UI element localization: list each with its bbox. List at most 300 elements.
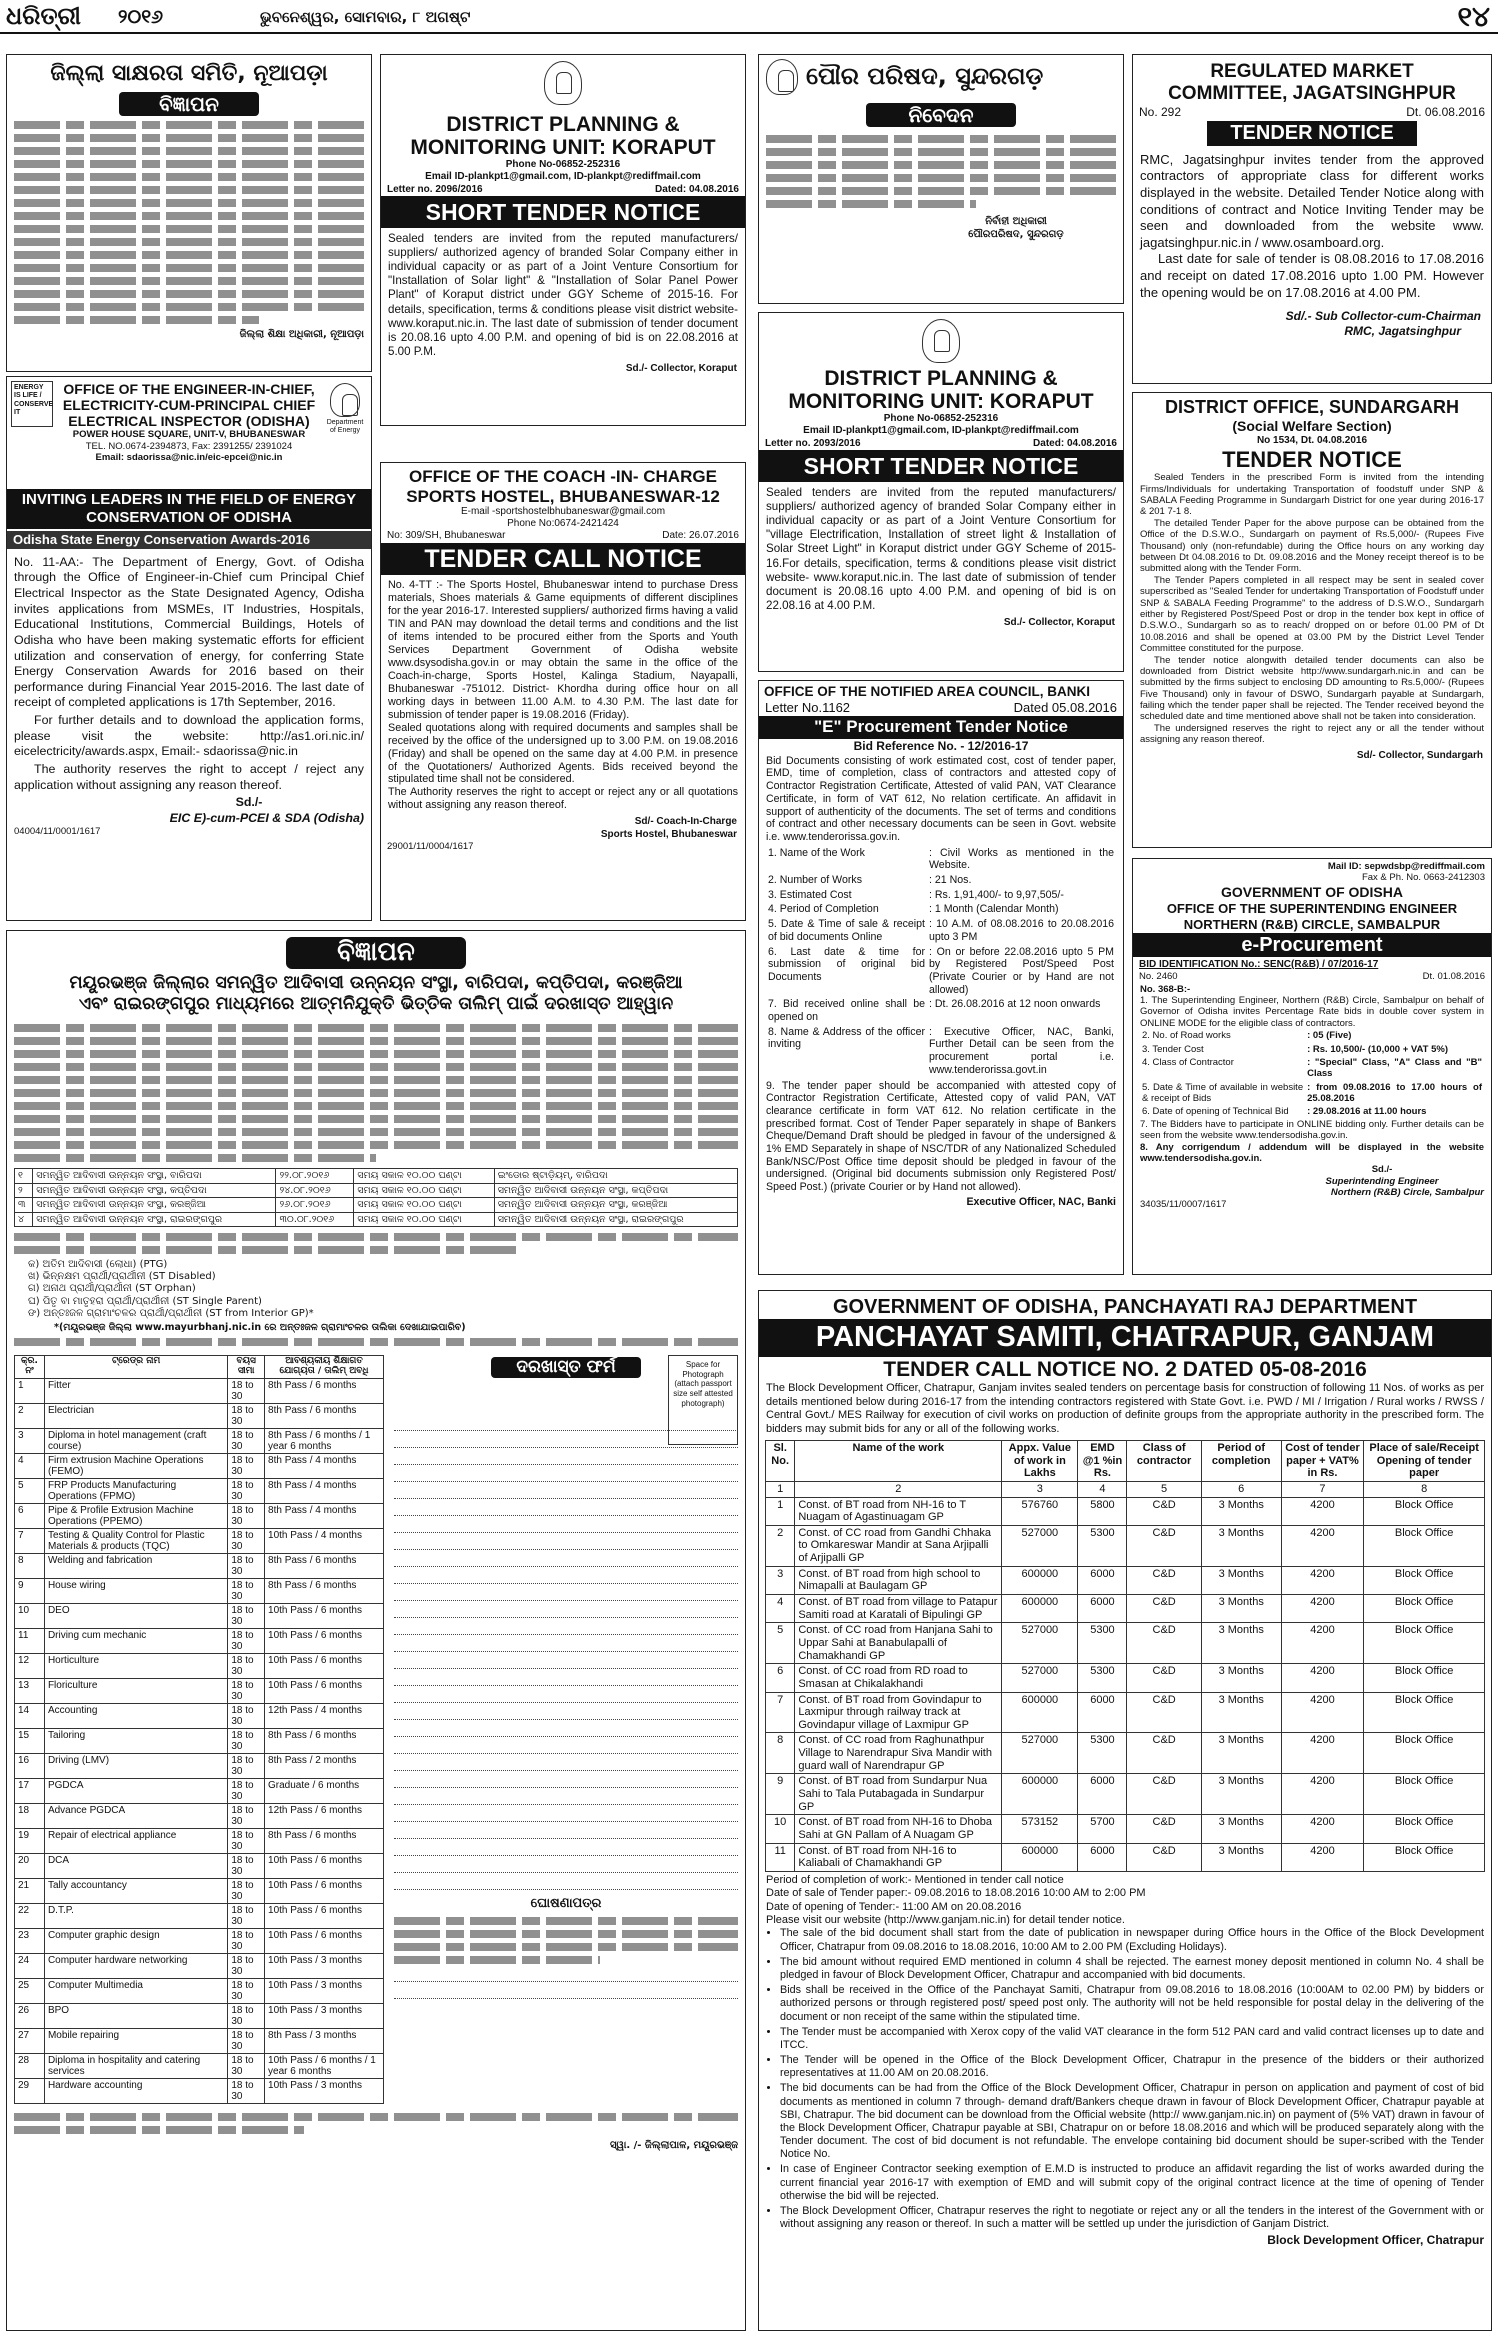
trade-qualification: 8th Pass / 6 months [265,1729,384,1754]
work-name: Const. of BT road from NH-16 to Kaliabali of Chamakhandi GP [795,1843,1002,1871]
trade-name: PGDCA [44,1779,227,1804]
trade-row [15,1879,384,1904]
literacy-sign: ଜିଲ୍ଲା ଶିକ୍ଷା ଅଧିକାରୀ, ନୂଆପଡ଼ା [239,329,364,341]
trade-age: 18 to 30 [228,1879,265,1904]
sundargarh-office: DISTRICT OFFICE, SUNDARGARH [1165,397,1459,417]
banki-detail-value: : 1 Month (Calendar Month) [929,903,1059,916]
sambalpur-bid: BID IDENTIFICATION No.: SENC(R&B) / 07/2016-17 [1139,958,1379,970]
trade-qualification: 12th Pass / 6 months [265,1804,384,1829]
works-header-cell: Class of contractor [1127,1441,1201,1482]
sambalpur-dt: Dt. 01.08.2016 [1422,971,1485,983]
trade-sl: 2 [15,1404,45,1429]
trade-age: 18 to 30 [228,1454,265,1479]
trade-name: DEO [44,1604,227,1629]
itda-date: ୨୬.୦୮.୨୦୧୬ [276,1198,354,1212]
banki-detail-row [766,846,1116,873]
work-emd: 5800 [1078,1497,1127,1525]
work-place: Block Office [1364,1623,1485,1664]
work-sl: 5 [766,1623,795,1664]
itda-agency: ସମନ୍ୱିତ ଆଦିବାସୀ ଉନ୍ନୟନ ସଂସ୍ଥା, କରଞ୍ଜିଆ [33,1198,276,1212]
trade-qualification: 10th Pass / 4 months [265,1529,384,1554]
trade-sl: 27 [15,2029,45,2054]
itda-venue: ସମନ୍ୱିତ ଆଦିବାସୀ ଉନ୍ନୟନ ସଂସ୍ଥା, କପ୍ତିପଦା [494,1183,737,1197]
sundargarh-municipality-ad [758,54,1124,304]
trade-sl: 11 [15,1629,45,1654]
trade-qualification: 10th Pass / 6 months [265,1879,384,1904]
works-header-cell: Period of completion [1201,1441,1281,1482]
work-place: Block Office [1364,1566,1485,1594]
category-item: ଖ) ଭିନ୍ନକ୍ଷମ ପ୍ରାର୍ଥୀ/ପ୍ରାର୍ଥୀନୀ (ST Disabled) [28,1271,216,1283]
banki-letter: Letter No.1162 [765,700,851,716]
itda-row [15,1183,738,1197]
energy-office-1: OFFICE OF THE ENGINEER-IN-CHIEF, [63,381,315,397]
trade-name: Fitter [44,1379,227,1404]
trade-sl: 16 [15,1754,45,1779]
sambalpur-code: 34035/11/0007/1617 [1140,1198,1227,1210]
trade-age: 18 to 30 [228,1654,265,1679]
trade-qualification: 8th Pass / 6 months [265,1404,384,1429]
trade-age: 18 to 30 [228,2054,265,2079]
trade-sl: 9 [15,1579,45,1604]
page-number: ୧୪ [1457,0,1490,33]
banki-detail-row [766,873,1116,888]
trade-age: 18 to 30 [228,1904,265,1929]
trade-qualification: 8th Pass / 6 months [265,1379,384,1404]
energy-email: Email: sdaorissa@nic.in/eic-epcei@nic.in [95,452,283,464]
work-period: 3 Months [1201,1595,1281,1623]
trade-age: 18 to 30 [228,1729,265,1754]
trade-name: D.T.P. [44,1904,227,1929]
trade-name: Electrician [44,1404,227,1429]
works-colnum: 2 [795,1481,1002,1497]
work-cost: 4200 [1281,1774,1364,1815]
sambalpur-gov: GOVERNMENT OF ODISHA [1220,883,1403,900]
sambalpur-detail-key: 5. Date & Time of available in website & receipt of Bids [1142,1081,1304,1105]
trade-name: FRP Products Manufacturing Operations (FPMO) [44,1479,227,1504]
trade-row [15,1704,384,1729]
work-name: Const. of BT road from NH-16 to T Nuagam of Agastinuagam GP [795,1497,1002,1525]
works-colnum-row [766,1481,1485,1497]
work-period: 3 Months [1201,1664,1281,1692]
trade-sl: 29 [15,2079,45,2104]
work-name: Const. of CC road from Hanjana Sahi to Uppar Sahi at Banabulapalli of Chamakhandi GP [795,1623,1002,1664]
works-row [766,1733,1485,1774]
work-name: Const. of BT road from Sundarpur Nua Sahi to Tala Putabagada in Sundarpur GP [795,1774,1002,1815]
mayurbhanj-head-1: ମୟୂରଭଞ୍ଜ ଜିଲ୍ଲାର ସମନ୍ୱିତ ଆଦିବାସୀ ଉନ୍ନୟନ ସଂସ୍ଥା, ବାରିପଦା, କପ୍ତିପଦା, କରଞ୍ଜିଆ [69,972,683,993]
works-row [766,1774,1485,1815]
trade-name: BPO [44,2004,227,2029]
work-value: 600000 [1002,1595,1078,1623]
chatrapur-gov: GOVERNMENT OF ODISHA, PANCHAYATI RAJ DEPARTMENT [832,1296,1418,1318]
banki-detail-row [766,917,1116,944]
koraput2-body: Sealed tenders are invited from the reputed manufacturers/ suppliers/ authorized agency of branded Solar Company either in individual capacity or as part of a Joint Venture Consortium for "village Electrification, Installation of street light & Installation of Solar Street Light" in Koraput district under GGY Scheme of 2015-16.For details, specification, terms & conditions please visit district website- www.koraput.nic.in. The last date of submission of tender document is 20.08.16 upto 4.00 P.M. and opening of bid is on 22.08.16 at 4.00 P.M. [766,485,1116,612]
energy-headline: INVITING LEADERS IN THE FIELD OF ENERGY CONSERVATION OF ODISHA [7,489,371,529]
municipality-sign-2: ପୌରପରିଷଦ, ସୁନ୍ଦରଗଡ଼ [968,228,1064,240]
trade-qualification: 10th Pass / 3 months [265,2004,384,2029]
koraput-tender-1 [380,54,746,426]
works-row [766,1664,1485,1692]
trade-sl: 7 [15,1529,45,1554]
chatrapur-condition: • The bid amount without required EMD mentioned in column 4 shall be rejected. The earnest money deposit mentioned in column No. 4 shall be pledged in favour of Block Development Officer, Chatrapur and accompanied with bid documents. [780,1956,1484,1982]
itda-sl: ୧ [15,1169,33,1183]
work-place: Block Office [1364,1525,1485,1566]
emblem-caption: Department of Energy [326,419,364,435]
sports-code: 29001/11/0004/1617 [387,840,474,852]
trade-name: Computer hardware networking [44,1954,227,1979]
chatrapur-condition: • The Tender will be opened in the Office of the Block Development Officer, Chatrapur in the presence of the bidders or their authorized representatives at 11.00 AM on 20.08.2016. [780,2054,1484,2080]
work-emd: 5300 [1078,1664,1127,1692]
sports-sign-2: Sports Hostel, Bhubaneswar [600,828,737,840]
chatrapur-condition: • Bids shall be received in the Office of the Panchayat Samiti, Chatrapur from 09.08.2016 to 18.08.2016 (10:00AM to 02.00 PM) by bidders or authorized persons or through registered post/ speed post only. The authority will not be held responsible for postal delay in the delivering of the document or non receipt of the same within the stipulated time. [780,1984,1484,2024]
sambalpur-office-2: NORTHERN (R&B) CIRCLE, SAMBALPUR [1183,916,1441,932]
itda-date: ୨୪.୦୮.୨୦୧୬ [276,1183,354,1197]
trade-age: 18 to 30 [228,1779,265,1804]
trade-name: Advance PGDCA [44,1804,227,1829]
trade-age: 18 to 30 [228,1854,265,1879]
sambalpur-sign-2: Northern (R&B) Circle, Sambalpur [1330,1187,1484,1199]
banki-detail-row [766,997,1116,1024]
jagatsinghpur-sign-2: RMC, Jagatsinghpur [1344,323,1461,338]
work-sl: 10 [766,1815,795,1843]
trade-name: Hardware accounting [44,2079,227,2104]
sundargarh-paragraph: The detailed Tender Paper for the above purpose can be obtained from the Office of the D.S.W.O., Sundargarh on payment of Rs.5,000/- (Rupees Five Thousand) only (non-refundable) during the Office hours on any working day between Dt 04.08.2016 to Dt. 09.08.2016 and the Money receipt thereof is to be submitted along with the Tender Form. [1140,517,1484,575]
trade-name: Tailoring [44,1729,227,1754]
sambalpur-no-2: No. 368-B:- [1140,983,1191,995]
works-header-cell: Place of sale/Receipt Opening of tender paper [1364,1441,1485,1482]
jagatsinghpur-office-1: REGULATED MARKET [1210,61,1414,82]
banki-detail-key: 3. Estimated Cost [768,888,852,901]
chatrapur-info-line: Period of completion of work:- Mentioned in tender call notice [766,1873,1064,1886]
banki-sign: Executive Officer, NAC, Banki [966,1195,1116,1208]
work-value: 527000 [1002,1623,1078,1664]
itda-time: ସମୟ ସକାଳ ୧୦.୦୦ ଘଣ୍ଟା [354,1212,494,1226]
sports-body-3: The Authority reserves the right to accept or reject any or all quotations without assigning any reason thereof. [388,786,738,812]
category-item: ଘ) ପିତୃ ବା ମାତୃହରା ପ୍ରାର୍ଥୀ/ପ୍ରାର୍ଥୀନୀ (ST Single Parent) [28,1295,262,1307]
work-emd: 5700 [1078,1815,1127,1843]
trade-sl: 28 [15,2054,45,2079]
trade-row [15,1529,384,1554]
koraput1-email: Email ID-plankpt1@gmail.com, ID-plankpt@rediffmail.com [425,171,701,183]
works-row [766,1843,1485,1871]
work-place: Block Office [1364,1774,1485,1815]
itda-sl: ୨ [15,1183,33,1197]
sambalpur-tender [1132,858,1492,1275]
works-header-row [766,1441,1485,1482]
trade-qualification: 10th Pass / 6 months [265,1929,384,1954]
koraput2-sign: Sd./- Collector, Koraput [1003,617,1115,629]
trade-name: Diploma in hotel management (craft course) [44,1429,227,1454]
koraput2-office: DISTRICT PLANNING & MONITORING UNIT: KORAPUT [788,367,1094,414]
chatrapur-condition: • In case of Engineer Contractor seeking exemption of E.M.D is instructed to produce an affidavit regarding the list of works awarded during the current financial year 2016-17 with exemption of EMD and will submit copy of the original contract licence at the time of opening of Tender otherwise the bid will be rejected. [780,2163,1484,2203]
work-emd: 6000 [1078,1566,1127,1594]
sambalpur-detail-key: 6. Date of opening of Technical Bid [1142,1106,1289,1118]
jagatsinghpur-title: TENDER NOTICE [1207,121,1417,145]
banki-detail-row [766,1025,1116,1078]
energy-sign: EIC E)-cum-PCEI & SDA (Odisha) [169,810,364,825]
trade-age: 18 to 30 [228,1504,265,1529]
koraput1-dated: Dated: 04.08.2016 [655,183,739,195]
work-emd: 6000 [1078,1595,1127,1623]
sports-office-2: SPORTS HOSTEL, BHUBANESWAR-12 [406,486,720,506]
sports-body-1: No. 4-TT :- The Sports Hostel, Bhubaneswar intend to purchase Dress materials, Shoes materials & Game equipments of different disciplines for the year 2016-17. Interested suppliers/ authorized firms having a valid TIN and PAN may download the detail terms and conditions and the list of items intended to be procured either from the Sports and Youth Services Department Government of Odisha website www.dsysodisha.gov.in or may obtain the same in the office of the Coach-in-charge, Sports Hostel, Kalinga Stadium, Nayapalli, Bhubaneswar -751012. District- Khordha during office hour on all working days in between 11.00 A.M. to 4.30 P.M. The last date for submission of tender paper is 19.08.2016 (Friday). [388,579,738,721]
trade-qualification: 10th Pass / 6 months / 1 year 6 months [265,2054,384,2079]
work-value: 600000 [1002,1692,1078,1733]
trade-sl: 25 [15,1979,45,2004]
koraput1-title: SHORT TENDER NOTICE [381,196,745,228]
sundargarh-no: No 1534, Dt. 04.08.2016 [1256,434,1368,446]
sambalpur-detail-key: 4. Class of Contractor [1142,1056,1234,1068]
trade-name: Diploma in hospitality and catering services [44,2054,227,2079]
trade-sl: 26 [15,2004,45,2029]
trade-row [15,2004,384,2029]
chatrapur-info-line: Date of sale of Tender paper:- 09.08.2016 to 18.08.2016 10:00 AM to 2:00 PM [766,1887,1146,1900]
work-place: Block Office [1364,1843,1485,1871]
trade-age: 18 to 30 [228,1754,265,1779]
category-item: ଗ) ଅନାଥ ପ୍ରାର୍ଥୀ/ପ୍ରାର୍ଥୀନୀ (ST Orphan) [28,1283,196,1295]
itda-agency: ସମନ୍ୱିତ ଆଦିବାସୀ ଉନ୍ନୟନ ସଂସ୍ଥା, କପ୍ତିପଦା [33,1183,276,1197]
trade-age: 18 to 30 [228,1629,265,1654]
banki-detail-value: : 10 A.M. of 08.08.2016 to 20.08.2016 upto 3 PM [929,918,1114,943]
work-class: C&D [1127,1525,1201,1566]
work-emd: 5300 [1078,1623,1127,1664]
koraput1-phone: Phone No-06852-252316 [505,159,621,171]
emblem-icon [922,319,960,363]
trade-qualification: 10th Pass / 6 months [265,1654,384,1679]
itda-date: ୨୨.୦୮.୨୦୧୬ [276,1169,354,1183]
sambalpur-fax: Fax & Ph. No. 0663-2412303 [1361,872,1485,884]
trade-age: 18 to 30 [228,1954,265,1979]
work-name: Const. of CC road from Gandhi Chhaka to Omkareswar Mandir at Sana Arjipalli of Arjipalli GP [795,1525,1002,1566]
sambalpur-detail-key: 3. Tender Cost [1142,1043,1204,1055]
chatrapur-info-line: Date of opening of Tender:- 11:00 AM on 20.08.2016 [766,1900,1022,1913]
application-form-title: ଦରଖାସ୍ତ ଫର୍ମ [491,1357,641,1378]
trade-sl: 3 [15,1429,45,1454]
mayurbhanj-sign: ସ୍ୱା. /- ଜିଲ୍ଲାପାଳ, ମୟୂରଭଞ୍ଜ [610,2140,738,2152]
trade-row [15,1579,384,1604]
category-item: କ) ଅତିମ ଆଦିବାସୀ (ଲୋଧା) (PTG) [28,1258,168,1270]
trade-sl: 22 [15,1904,45,1929]
work-period: 3 Months [1201,1733,1281,1774]
work-name: Const. of BT road from village to Patapur Samiti road at Karatali of Bipulingi GP [795,1595,1002,1623]
work-sl: 3 [766,1566,795,1594]
trade-age: 18 to 30 [228,1404,265,1429]
chatrapur-tender [758,1290,1492,2331]
energy-office-3: ELECTRICAL INSPECTOR (ODISHA) [68,413,310,430]
chatrapur-condition: • The Block Development Officer, Chatrapur reserves the right to negotiate or reject any or all the tenders in the interest of the Government with or without assigning any reason or thereof. In such a matter will be settled up under the jurisdiction of Ganjam District. [780,2205,1484,2231]
trade-row [15,1904,384,1929]
trade-name: Computer Multimedia [44,1979,227,2004]
jagatsinghpur-sign-1: Sd/.- Sub Collector-cum-Chairman [1285,309,1481,324]
work-class: C&D [1127,1843,1201,1871]
trade-sl: 21 [15,1879,45,1904]
work-value: 576760 [1002,1497,1078,1525]
trade-row [15,1654,384,1679]
chatrapur-condition: • The Tender must be accompanied with Xerox copy of the valid VAT clearance in the form 512 PAN card and valid contract licenses up to date and ITCC. [780,2026,1484,2052]
sambalpur-detail-row [1140,1029,1484,1042]
trade-qualification: 10th Pass / 3 months [265,2079,384,2104]
work-cost: 4200 [1281,1664,1364,1692]
work-sl: 6 [766,1664,795,1692]
work-value: 600000 [1002,1843,1078,1871]
works-colnum: 4 [1078,1481,1127,1497]
emblem-icon [544,61,582,105]
sambalpur-detail-value: : from 09.08.2016 to 17.00 hours of 25.08.2016 [1307,1081,1482,1105]
work-emd: 5300 [1078,1525,1127,1566]
works-row [766,1497,1485,1525]
mayurbhanj-website: *(ମୟୂରଭଞ୍ଜ ଜିଲ୍ଲା www.mayurbhanj.nic.in ରେ ଅନ୍ତଃଜଳ ଗ୍ରାମାଂଚଳର ତାଲିକା ଦେଖାଯାଇପାରିବ) [54,1321,466,1333]
trade-sl: 4 [15,1454,45,1479]
trade-name: Mobile repairing [44,2029,227,2054]
trade-sl: 13 [15,1679,45,1704]
work-period: 3 Months [1201,1815,1281,1843]
work-name: Const. of BT road from NH-16 to Dhoba Sahi at GN Pallam of A Nuagam GP [795,1815,1002,1843]
jagatsinghpur-date: Dt. 06.08.2016 [1406,104,1485,119]
banki-detail-row [766,888,1116,903]
sambalpur-detail-value: : 29.08.2016 at 11.00 hours [1307,1106,1427,1118]
banki-office: OFFICE OF THE NOTIFIED AREA COUNCIL, BANKI [764,684,1090,699]
trade-row [15,1504,384,1529]
work-value: 600000 [1002,1774,1078,1815]
sundargarh-body [1133,472,1491,749]
trade-age: 18 to 30 [228,1554,265,1579]
banki-detail-key: 1. Name of the Work [768,846,865,859]
itda-time: ସମୟ ସକାଳ ୧୦.୦୦ ଘଣ୍ଟା [354,1169,494,1183]
work-place: Block Office [1364,1692,1485,1733]
itda-sl: ୩ [15,1198,33,1212]
itda-agency: ସମନ୍ୱିତ ଆଦିବାସୀ ଉନ୍ନୟନ ସଂସ୍ଥା, ରାଇରଙ୍ଗପୁର [33,1212,276,1226]
trade-sl: 18 [15,1804,45,1829]
trade-age: 18 to 30 [228,1429,265,1454]
work-cost: 4200 [1281,1595,1364,1623]
trade-qualification: 8th Pass / 6 months [265,1554,384,1579]
trade-age: 18 to 30 [228,1929,265,1954]
energy-code: 04004/11/0001/1617 [14,826,101,838]
sports-date: Date: 26.07.2016 [662,530,739,542]
trade-age: 18 to 30 [228,2029,265,2054]
trade-name: Testing & Quality Control for Plastic Materials & products (TQC) [44,1529,227,1554]
sambalpur-detail-value: : 05 (Five) [1307,1030,1352,1042]
trade-sl: 24 [15,1954,45,1979]
sundargarh-sign: Sd/- Collector, Sundargarh [1356,749,1483,761]
sundargarh-paragraph: The Tender Papers completed in all respect may be sent in sealed cover superscribed as "Sealed Tender for undertaking Transportation of Foodstuff under SNP & SABALA Feeding Programme" to the address of D.S.W.O., Sundargarh either by Registered Post/Speed Post or drop in the tender box kept in office of D.S.W.O., Sundargarh so as to reach/ dropped on or before 01.00 PM of Dt 10.08.2016 and shall be opened at 03.00 PM by the District Level Tender Committee constituted for the purpose. [1140,574,1484,655]
works-colnum: 6 [1201,1481,1281,1497]
work-value: 527000 [1002,1664,1078,1692]
work-place: Block Office [1364,1664,1485,1692]
koraput1-body: Sealed tenders are invited from the reputed manufacturers/ suppliers/ authorized agency of branded Solar Company either in individual capacity or as part of a Joint Venture Consortium for "Installation of Solar light" & "Installation of Solar Panel Power Plant" of Koraput district under GGY Scheme of 2015-16. For details, specification, terms & conditions please visit district website-www.koraput.nic.in. The last date of submission of tender document is 20.08.16 upto 4.00 P.M. and opening of bid is on 22.08.2016 at 5.00 P.M. [388,231,738,358]
work-place: Block Office [1364,1497,1485,1525]
chatrapur-conditions [766,1927,1484,2231]
work-name: Const. of CC road from Raghunathpur Village to Narendrapur Siva Mandir with guard wall of Narendrapur GP [795,1733,1002,1774]
itda-date: ୩୦.୦୮.୨୦୧୬ [276,1212,354,1226]
work-value: 573152 [1002,1815,1078,1843]
work-sl: 7 [766,1692,795,1733]
work-sl: 9 [766,1774,795,1815]
chatrapur-info-line: Please visit our website (http://www.ganjam.nic.in) for detail tender notice. [766,1914,1125,1927]
work-value: 527000 [1002,1525,1078,1566]
trade-name: House wiring [44,1579,227,1604]
itda-row [15,1169,738,1183]
page-year: ୨୦୧୬ [118,6,164,28]
jagatsinghpur-no: No. 292 [1139,104,1182,119]
sports-title: TENDER CALL NOTICE [381,543,745,576]
work-name: Const. of BT road from high school to Nimapalli at Baulagam GP [795,1566,1002,1594]
trade-sl: 6 [15,1504,45,1529]
sambalpur-office-1: OFFICE OF THE SUPERINTENDING ENGINEER [1166,900,1458,916]
work-emd: 6000 [1078,1692,1127,1733]
work-class: C&D [1127,1733,1201,1774]
itda-sl: ୪ [15,1212,33,1226]
trade-name: Tally accountancy [44,1879,227,1904]
trade-header-cell: ଆବଶ୍ୟକୀୟ ଶିକ୍ଷାଗତ ଯୋଗ୍ୟତା / ତାଲିମ୍ ଅବଧି [265,1356,384,1379]
works-colnum: 5 [1127,1481,1201,1497]
chatrapur-info [766,1874,1484,1928]
energy-body-3: The authority reserves the right to accept / reject any application without assigning any reason thereof. [14,761,364,792]
work-period: 3 Months [1201,1774,1281,1815]
banki-detail-key: 8. Name & Address of the officer inviting [768,1025,925,1051]
trade-row [15,1679,384,1704]
trade-name: Welding and fabrication [44,1554,227,1579]
works-colnum: 7 [1281,1481,1364,1497]
mayurbhanj-head-2: ଏବଂ ରାଇରଙ୍ଗପୁର ମାଧ୍ୟମରେ ଆତ୍ମନିଯୁକ୍ତି ଭିତ୍ତିକ ତାଲିମ୍ ପାଇଁ ଦରଖାସ୍ତ ଆହ୍ୱାନ [78,994,674,1015]
trade-qualification: 10th Pass / 6 months [265,1604,384,1629]
trade-sl: 17 [15,1779,45,1804]
trade-name: Driving (LMV) [44,1754,227,1779]
work-cost: 4200 [1281,1692,1364,1733]
energy-sd: Sd./- [235,795,263,810]
sambalpur-no: No. 2460 [1139,971,1178,983]
sambalpur-details [1140,1029,1484,1119]
sundargarh-paragraph: The tender notice alongwith detailed tender documents can also be downloaded from District website http://www.sundargarh.nic.in and can be submitted by the firms subject to enclosing DD amounting to Rs.5,000/- (Rupees Five Thousand) only in favour of DSWO, Sundargarh payable at Sundargarh, failing which the tender paper shall be rejected. The Tender received beyond the scheduled date and time mentioned above shall not be taken into consideration. [1140,654,1484,723]
itda-agency: ସମନ୍ୱିତ ଆଦିବାସୀ ଉନ୍ନୟନ ସଂସ୍ଥା, ବାରିପଦା [33,1169,276,1183]
trade-row [15,1479,384,1504]
trade-row [15,1404,384,1429]
sundargarh-paragraph: The undersigned reserves the right to reject any or all the tender without assigning any reason thereof. [1140,722,1484,746]
sambalpur-p7: 7. The Bidders have to participate in ONLINE bidding only. Further details can be seen from the website www.tendersodisha.gov.in. [1140,1118,1484,1142]
trade-age: 18 to 30 [228,1829,265,1854]
mayurbhanj-banner: ବିଜ୍ଞାପନ [286,937,466,969]
sports-sign-1: Sd/- Coach-In-Charge [634,816,737,828]
work-cost: 4200 [1281,1815,1364,1843]
trade-name: Repair of electrical appliance [44,1829,227,1854]
trade-name: Floriculture [44,1679,227,1704]
banki-detail-key: 7. Bid received online shall be opened on [768,998,925,1024]
trade-header-row [15,1356,384,1379]
sports-hostel-tender [380,462,746,921]
work-place: Block Office [1364,1815,1485,1843]
energy-ad [6,376,372,921]
itda-row [15,1212,738,1226]
banki-dated: Dated 05.08.2016 [1013,700,1117,716]
department-emblem [323,381,367,436]
literacy-banner: ବିଜ୍ଞାପନ [119,92,259,116]
trade-qualification: 8th Pass / 4 months [265,1479,384,1504]
banki-detail-row [766,945,1116,998]
chatrapur-sign: Block Development Officer, Chatrapur [1267,2233,1484,2248]
work-class: C&D [1127,1692,1201,1733]
work-cost: 4200 [1281,1525,1364,1566]
energy-office-2: ELECTRICITY-CUM-PRINCIPAL CHIEF [62,397,316,414]
sambalpur-detail-value: : Rs. 10,500/- (10,000 + VAT 5%) [1307,1043,1449,1055]
work-cost: 4200 [1281,1733,1364,1774]
work-period: 3 Months [1201,1497,1281,1525]
banki-detail-value: : On or before 22.08.2016 upto 5 PM by Registered Post/Speed Post (Private Courier or by Hand are not allowed) [929,945,1114,996]
energy-tel: TEL. NO.0674-2394873, Fax: 2391255/ 2391024 [85,440,293,452]
trade-row [15,1629,384,1654]
trade-qualification: 12th Pass / 4 months [265,1704,384,1729]
trade-age: 18 to 30 [228,1704,265,1729]
trade-qualification: 8th Pass / 2 months [265,1754,384,1779]
itda-venue: ସମନ୍ୱିତ ଆଦିବାସୀ ଉନ୍ନୟନ ସଂସ୍ଥା, ରାଇରଙ୍ଗପୁର [494,1212,737,1226]
